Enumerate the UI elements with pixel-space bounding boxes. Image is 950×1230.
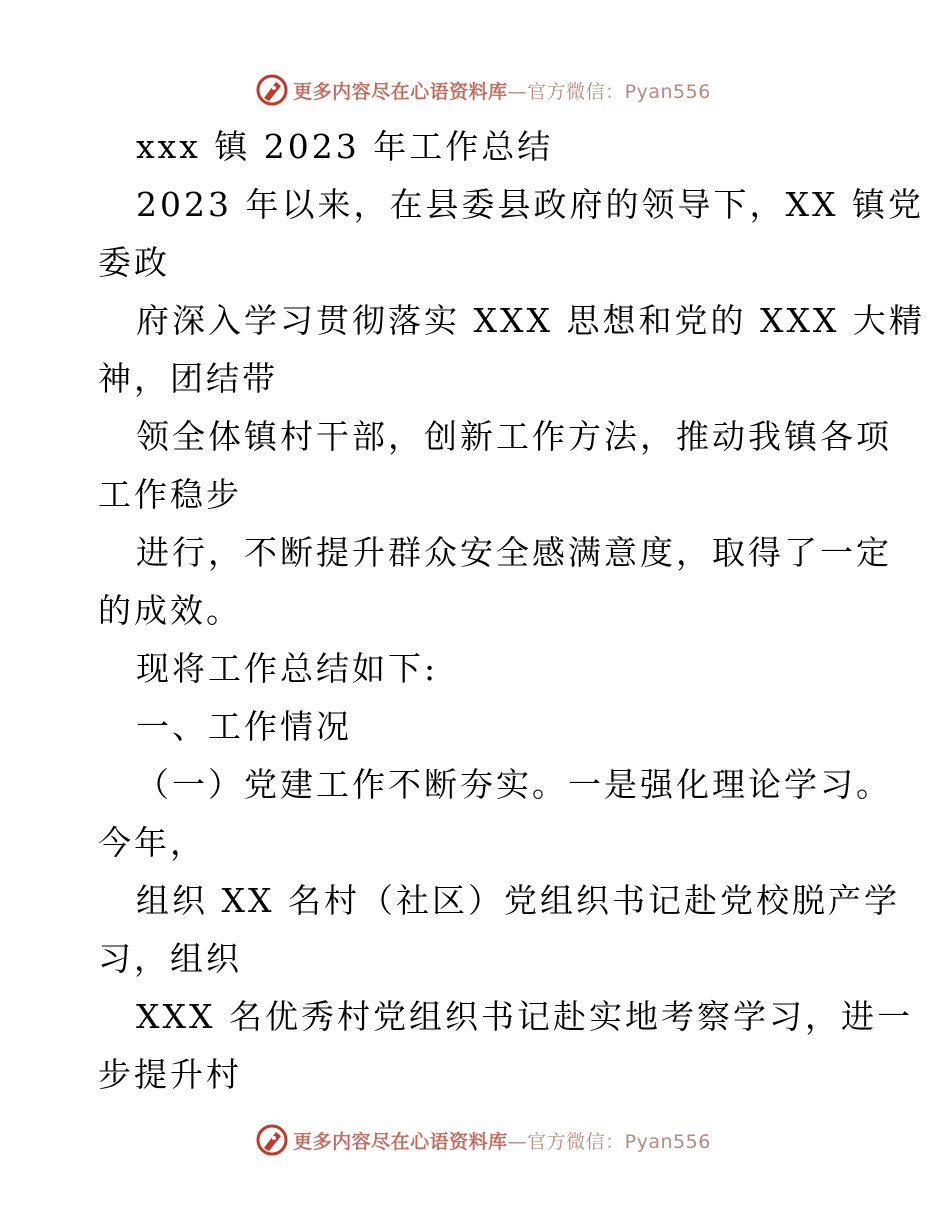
document-title: xxx 镇 2023 年工作总结: [136, 127, 554, 166]
pen-nib-circle-icon: [255, 73, 289, 107]
paragraph-line: 现将工作总结如下:: [136, 649, 439, 688]
paragraph-line: 委政: [98, 243, 170, 282]
section-heading: 一、工作情况: [136, 707, 352, 746]
paragraph-line: 府深入学习贯彻落实 XXX 思想和党的 XXX 大精: [136, 301, 925, 340]
banner-text: 更多内容尽在心语资料库—官方微信：Pyan556: [293, 80, 711, 103]
paragraph-line: 神，团结带: [98, 359, 278, 398]
paragraph-line: 的成效。: [98, 591, 242, 630]
paragraph-line: 2023 年以来，在县委县政府的领导下，XX 镇党: [136, 185, 924, 224]
paragraph-line: 今年，: [98, 823, 206, 862]
paragraph-line: XXX 名优秀村党组织书记赴实地考察学习，进一: [136, 997, 913, 1036]
document-body: [98, 118, 925, 1104]
footer-watermark-banner: [0, 1120, 950, 1160]
paragraph-line: 领全体镇村干部，创新工作方法，推动我镇各项: [136, 417, 892, 456]
paragraph-line: 习，组织: [98, 939, 242, 978]
paragraph-line: 工作稳步: [98, 475, 242, 514]
paragraph-line: 组织 XX 名村（社区）党组织书记赴党校脱产学: [136, 881, 900, 920]
pen-nib-circle-icon: [255, 1123, 289, 1157]
paragraph-line: （一）党建工作不断夯实。一是强化理论学习。: [136, 765, 892, 804]
banner-text: 更多内容尽在心语资料库—官方微信：Pyan556: [293, 1130, 711, 1153]
header-watermark-banner: [0, 70, 950, 110]
paragraph-line: 步提升村: [98, 1055, 242, 1094]
paragraph-line: 进行，不断提升群众安全感满意度，取得了一定: [136, 533, 892, 572]
